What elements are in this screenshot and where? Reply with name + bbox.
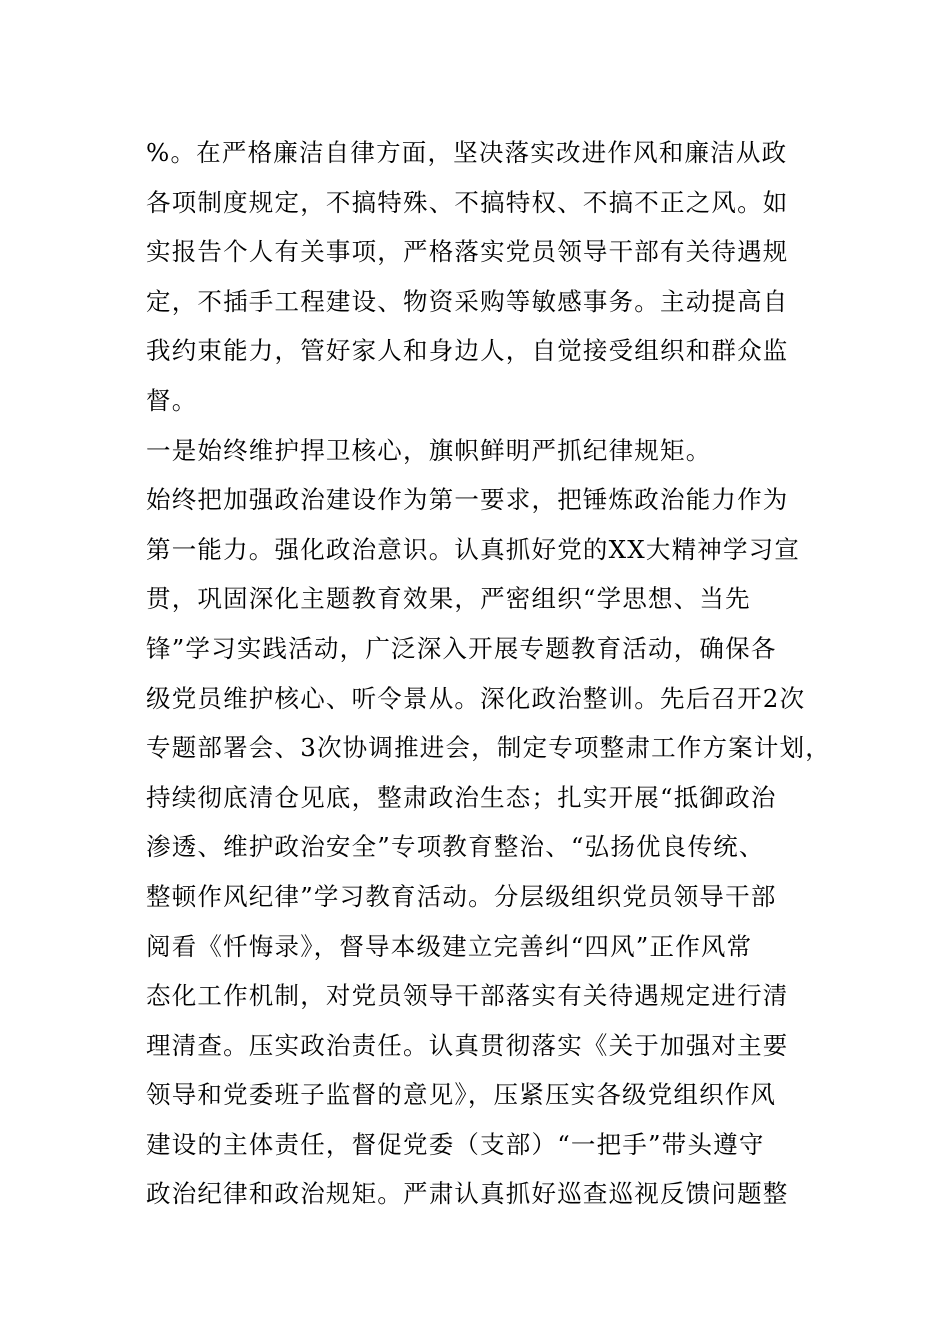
text-line: 整顿作风纪律”学习教育活动。分层级组织党员领导干部	[146, 881, 777, 911]
text-line: 建设的主体责任，督促党委（支部）“一把手”带头遵守	[146, 1129, 765, 1159]
text-line: 领导和党委班子监督的意见》，压紧压实各级党组织作风	[146, 1080, 777, 1110]
text-line: 专题部署会、3次协调推进会，制定专项整肃工作方案计划，	[146, 733, 831, 763]
text-line: 始终把加强政治建设作为第一要求，把锤炼政治能力作为	[146, 485, 789, 515]
text-line: 第一能力。强化政治意识。认真抓好党的XX大精神学习宣	[146, 534, 801, 564]
text-line: 定，不插手工程建设、物资采购等敏感事务。主动提高自	[146, 286, 789, 316]
text-line: 政治纪律和政治规矩。严肃认真抓好巡查巡视反馈问题整	[146, 1179, 789, 1209]
text-line: 各项制度规定，不搞特殊、不搞特权、不搞不正之风。如	[146, 187, 789, 217]
text-line: 实报告个人有关事项，严格落实党员领导干部有关待遇规	[146, 237, 789, 267]
body-text	[146, 128, 836, 1219]
text-line: 我约束能力，管好家人和身边人，自觉接受组织和群众监	[146, 336, 789, 366]
text-line: 渗透、维护政治安全”专项教育整治、“弘扬优良传统、	[146, 832, 765, 862]
section-heading: 一是始终维护捍卫核心，旗帜鲜明严抓纪律规矩。	[146, 435, 712, 465]
text-line: 锋”学习实践活动，广泛深入开展专题教育活动，确保各	[146, 633, 777, 663]
text-line: 督。	[146, 385, 198, 415]
text-line: 阅看《忏悔录》，督导本级建立完善纠“四风”正作风常	[146, 931, 753, 961]
text-line: %。在严格廉洁自律方面，坚决落实改进作风和廉洁从政	[146, 138, 788, 167]
text-line: 级党员维护核心、听令景从。深化政治整训。先后召开2次	[146, 683, 806, 713]
text-line: 态化工作机制，对党员领导干部落实有关待遇规定进行清	[146, 981, 789, 1011]
text-line: 持续彻底清仓见底，整肃政治生态；扎实开展“抵御政治	[146, 782, 777, 812]
text-line: 理清查。压实政治责任。认真贯彻落实《关于加强对主要	[146, 1030, 789, 1060]
text-line: 贯，巩固深化主题教育效果，严密组织“学思想、当先	[146, 584, 751, 614]
